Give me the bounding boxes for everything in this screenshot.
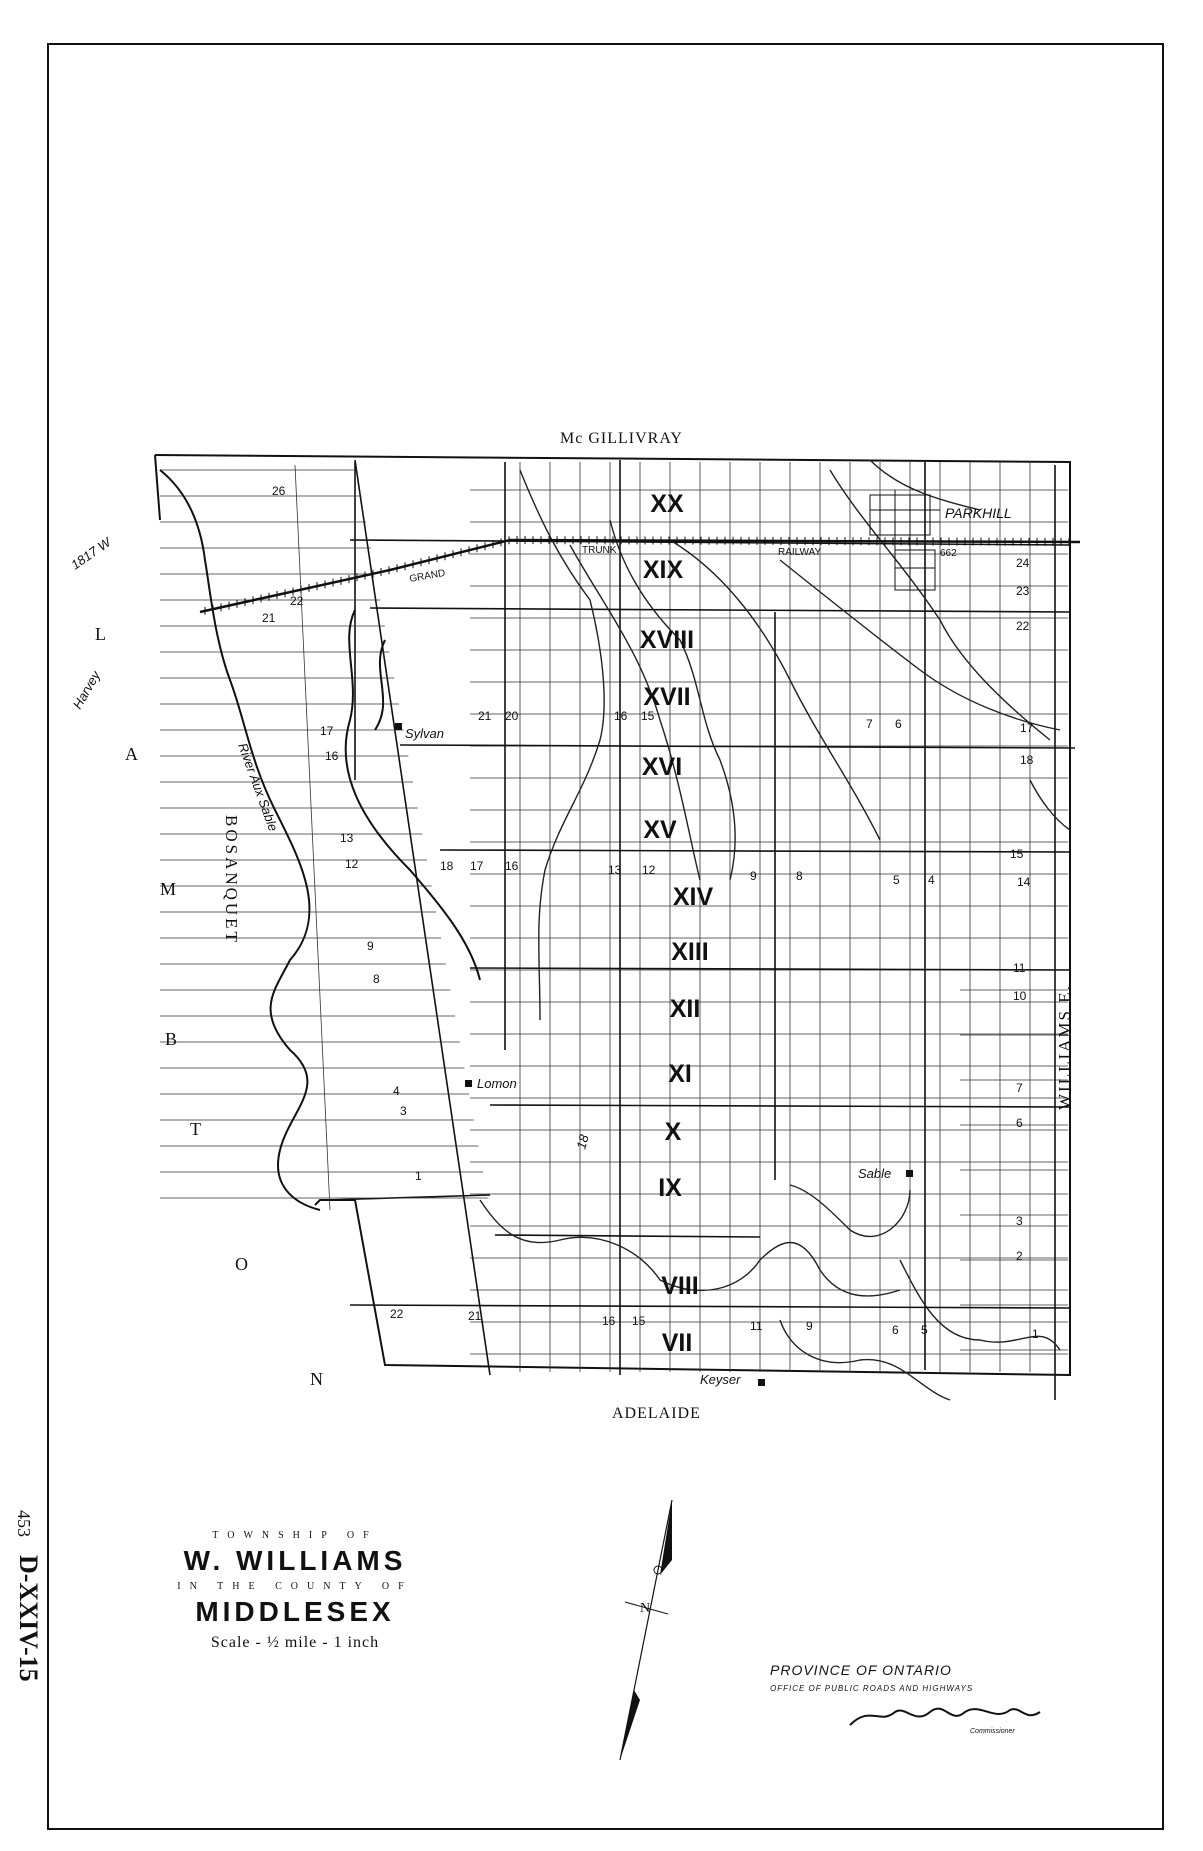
- keyser-marker: [758, 1379, 765, 1386]
- middle-lot-14: 14: [1017, 875, 1031, 889]
- title-scale: Scale - ½ mile - 1 inch: [210, 1634, 380, 1651]
- west-lot-16: 16: [325, 749, 339, 763]
- concession-xiii: XIII: [671, 938, 709, 966]
- east-neighbour: WILLIAMS E.: [1055, 984, 1074, 1110]
- province-name: PROVINCE OF ONTARIO: [770, 1662, 952, 1678]
- east-lot-22: 22: [1016, 619, 1030, 633]
- west-lot-26: 26: [272, 484, 286, 498]
- concession-xii: XII: [669, 995, 701, 1023]
- north-neighbour: Mc GILLIVRAY: [560, 430, 683, 447]
- commissioner-role: Commissioner: [970, 1728, 1015, 1735]
- archive-number: 453: [14, 1510, 34, 1537]
- east-lot-2: 2: [1016, 1249, 1023, 1263]
- north-lot-7: 7: [866, 717, 873, 731]
- south-lot-11: 11: [750, 1319, 763, 1333]
- concession-xx: XX: [650, 490, 684, 518]
- middle-lot-17: 17: [470, 859, 484, 873]
- middle-lot-5: 5: [893, 873, 900, 887]
- middle-lot-12: 12: [642, 863, 656, 877]
- south-lot-9: 9: [806, 1319, 813, 1333]
- place-lomon: Lomon: [477, 1076, 517, 1091]
- lomon-marker: [465, 1080, 472, 1087]
- railway-label-grand: GRAND: [408, 567, 447, 585]
- lambton-letter-2: A: [125, 744, 138, 764]
- title-line-in-county-of: IN THE COUNTY OF: [177, 1581, 413, 1592]
- lot-numbers: [262, 484, 1039, 1341]
- pencil-annotation-a: 1817 W: [68, 534, 114, 573]
- middle-lot-4: 4: [928, 873, 935, 887]
- railway-label-railway: RAILWAY: [778, 547, 822, 558]
- west-lot-1: 1: [415, 1169, 422, 1183]
- south-lot-22: 22: [390, 1307, 404, 1321]
- railway-mile: 662: [940, 548, 957, 559]
- south-lot-6: 6: [892, 1323, 899, 1337]
- lambton-letter-6: O: [235, 1254, 248, 1274]
- lambton-letter-3: M: [160, 879, 177, 899]
- concession-xviii: XVIII: [639, 626, 695, 654]
- railway-label-trunk: TRUNK: [582, 545, 617, 556]
- township-outline: [155, 455, 1070, 1375]
- concession-xix: XIX: [642, 556, 684, 584]
- concession-vii: VII: [661, 1329, 693, 1357]
- south-lot-16: 16: [602, 1314, 616, 1328]
- north-arrow: [620, 1500, 672, 1760]
- title-county-name: MIDDLESEX: [195, 1596, 395, 1627]
- north-lot-20: 20: [505, 709, 519, 723]
- commissioner-signature: [850, 1709, 1040, 1725]
- concession-xv: XV: [643, 816, 677, 844]
- east-lot-23: 23: [1016, 584, 1030, 598]
- north-letter: N: [640, 1601, 651, 1616]
- east-lot-6: 6: [1016, 1116, 1023, 1130]
- west-lot-17: 17: [320, 724, 334, 738]
- north-lot-6: 6: [895, 717, 902, 731]
- north-lot-15: 15: [641, 709, 655, 723]
- place-parkhill: PARKHILL: [945, 505, 1012, 521]
- middle-lot-13: 13: [608, 863, 622, 877]
- middle-lot-8: 8: [796, 869, 803, 883]
- title-township-name: W. WILLIAMS: [183, 1545, 407, 1576]
- concession-xiv: XIV: [672, 883, 714, 911]
- west-lot-12: 12: [345, 857, 359, 871]
- office-name: OFFICE OF PUBLIC ROADS AND HIGHWAYS: [770, 1684, 974, 1693]
- lambton-letter-5: T: [190, 1119, 201, 1139]
- concession-x: X: [664, 1118, 682, 1146]
- west-lot-13: 13: [340, 831, 354, 845]
- sylvan-marker: [395, 723, 402, 730]
- west-lot-22: 22: [290, 594, 304, 608]
- pencil-annotation-c: 18: [573, 1132, 592, 1151]
- place-sable: Sable: [858, 1166, 892, 1181]
- east-lot-15: 15: [1010, 847, 1024, 861]
- pencil-annotation-b: Harvey: [69, 668, 104, 712]
- lambton-letter-4: B: [165, 1029, 178, 1049]
- east-lot-11: 11: [1013, 961, 1026, 975]
- title-line-township-of: TOWNSHIP OF: [212, 1530, 378, 1541]
- archive-code: D-XXIV-15: [14, 1555, 43, 1682]
- concession-viii: VIII: [661, 1272, 699, 1300]
- south-lot-1: 1: [1032, 1327, 1039, 1341]
- south-lot-5: 5: [921, 1323, 928, 1337]
- middle-lot-16: 16: [505, 859, 519, 873]
- west-lot-8: 8: [373, 972, 380, 986]
- place-sylvan: Sylvan: [405, 726, 445, 741]
- sable-marker: [906, 1170, 913, 1177]
- west-lot-21: 21: [262, 611, 276, 625]
- concession-xvii: XVII: [643, 683, 691, 711]
- middle-lot-18: 18: [440, 859, 454, 873]
- west-lot-4: 4: [393, 1084, 400, 1098]
- south-lot-15: 15: [632, 1314, 646, 1328]
- east-lot-7: 7: [1016, 1081, 1023, 1095]
- provenance-block: [770, 1662, 1050, 1735]
- west-lot-9: 9: [367, 939, 374, 953]
- river-label: River Aux Sable: [235, 740, 281, 834]
- concession-xvi: XVI: [641, 753, 683, 781]
- west-lot-3: 3: [400, 1104, 407, 1118]
- concession-xi: XI: [668, 1060, 692, 1088]
- lambton-letter-1: L: [95, 624, 106, 644]
- north-lot-16: 16: [614, 709, 628, 723]
- title-block: [130, 1530, 460, 1652]
- north-lot-18: 18: [1020, 753, 1034, 767]
- lambton-letter-7: N: [310, 1369, 323, 1389]
- middle-lot-9: 9: [750, 869, 757, 883]
- north-lot-17: 17: [1020, 721, 1034, 735]
- west-neighbour-lambton: [95, 624, 323, 1389]
- east-lot-24: 24: [1016, 556, 1030, 570]
- west-neighbour-bosanquet: BOSANQUET: [222, 815, 241, 945]
- place-keyser: Keyser: [700, 1372, 741, 1387]
- concession-ix: IX: [658, 1174, 682, 1202]
- south-neighbour: ADELAIDE: [612, 1405, 701, 1422]
- south-lot-21: 21: [468, 1309, 482, 1323]
- east-lot-10: 10: [1013, 989, 1027, 1003]
- concession-labels: [640, 490, 714, 1357]
- east-lot-3: 3: [1016, 1214, 1023, 1228]
- north-lot-21: 21: [478, 709, 492, 723]
